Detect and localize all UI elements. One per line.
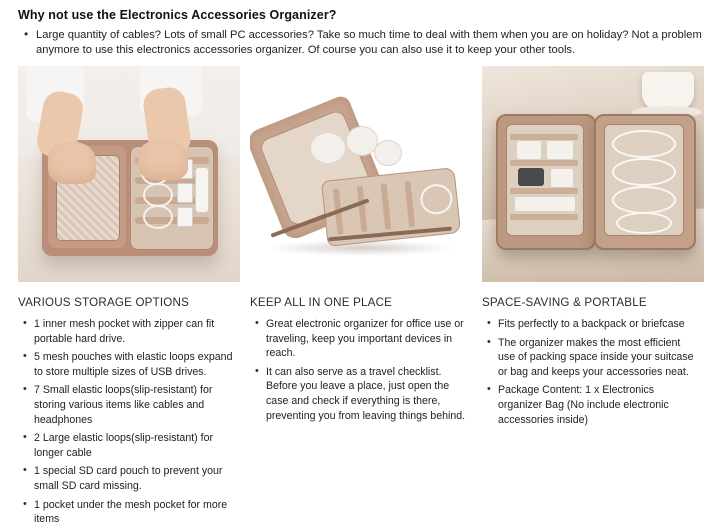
power-bank: [195, 167, 209, 213]
product-image-open-organizer-side-view: [250, 66, 472, 282]
column-bullet-list: [18, 317, 240, 527]
column-bullet-list: [482, 317, 704, 427]
elastic-loop: [404, 181, 415, 227]
list-item: • Large quantity of cables? Lots of small PC accessories? Take so much time to deal with them when you are on holiday? Not a problem anymore to use this electronics accessories organizer. Of course you can also use it to keep your other tools.: [36, 28, 712, 58]
coffee-cup: [642, 72, 694, 110]
product-image-hands-packing-organizer: [18, 66, 240, 282]
list-item: • 1 special SD card pouch to prevent your small SD card missing.: [34, 464, 240, 493]
intro-bullet-list: [10, 28, 712, 58]
accessory-item: [516, 140, 542, 160]
column-keep-all-in-one-place: [250, 296, 472, 531]
hand-right: [138, 140, 188, 180]
accessory-item: [514, 196, 576, 212]
elastic-band: [510, 214, 578, 220]
usb-plug: [177, 183, 193, 203]
list-item: • 7 Small elastic loops(slip-resistant) for storing various items like cables and headphones: [34, 383, 240, 427]
elastic-loop: [357, 186, 368, 232]
coiled-cable: [419, 183, 454, 216]
accessory-item: [546, 140, 574, 160]
column-bullet-list: [250, 317, 472, 423]
organizer-right-half: [594, 114, 696, 250]
list-item: • Package Content: 1 x Electronics organizer Bag (No include electronic accessories inside): [498, 383, 704, 427]
elastic-band: [510, 188, 578, 194]
page-title: Why not use the Electronics Accessories Organizer?: [18, 8, 337, 22]
accessory-item-dark: [518, 168, 544, 186]
list-item: • It can also serve as a travel checklist. Before you leave a place, just open the case and check if everything is there, preventing you from leaving things behind.: [266, 365, 472, 423]
organizer-left-half: [496, 114, 596, 250]
product-image-organizer-on-desk: [482, 66, 704, 282]
list-item: • Great electronic organizer for office use or traveling, keep you important devices in reach.: [266, 317, 472, 361]
elastic-loop: [381, 183, 392, 229]
coiled-cable: [612, 130, 676, 158]
column-title: SPACE-SAVING & PORTABLE: [482, 296, 647, 309]
coiled-cable: [616, 212, 672, 234]
coiled-cable: [143, 205, 173, 229]
column-title: KEEP ALL IN ONE PLACE: [250, 296, 393, 309]
feature-columns: [18, 296, 712, 531]
hand-left: [48, 142, 96, 184]
coiled-cable: [612, 158, 676, 186]
column-various-storage-options: [18, 296, 240, 531]
elastic-band: [510, 160, 578, 166]
list-item: • The organizer makes the most efficient use of packing space inside your suitcase or bag and keeps your accessories neat.: [498, 336, 704, 380]
accessory-pod: [374, 140, 402, 166]
list-item: • 5 mesh pouches with elastic loops expand to store multiple sizes of USB drives.: [34, 350, 240, 379]
list-item: • Fits perfectly to a backpack or briefcase: [498, 317, 704, 332]
column-title: VARIOUS STORAGE OPTIONS: [18, 296, 190, 309]
coiled-cable: [143, 183, 173, 207]
accessory-item: [550, 168, 574, 188]
list-item: • 2 Large elastic loops(slip-resistant) for longer cable: [34, 431, 240, 460]
accessory-pod: [310, 132, 346, 164]
list-item: • 1 pocket under the mesh pocket for more items: [34, 498, 240, 527]
usb-plug: [177, 207, 193, 227]
column-space-saving-portable: [482, 296, 704, 531]
list-item: • 1 inner mesh pocket with zipper can fit portable hard drive.: [34, 317, 240, 346]
coiled-cable: [612, 186, 676, 214]
product-image-gallery: [18, 66, 712, 282]
